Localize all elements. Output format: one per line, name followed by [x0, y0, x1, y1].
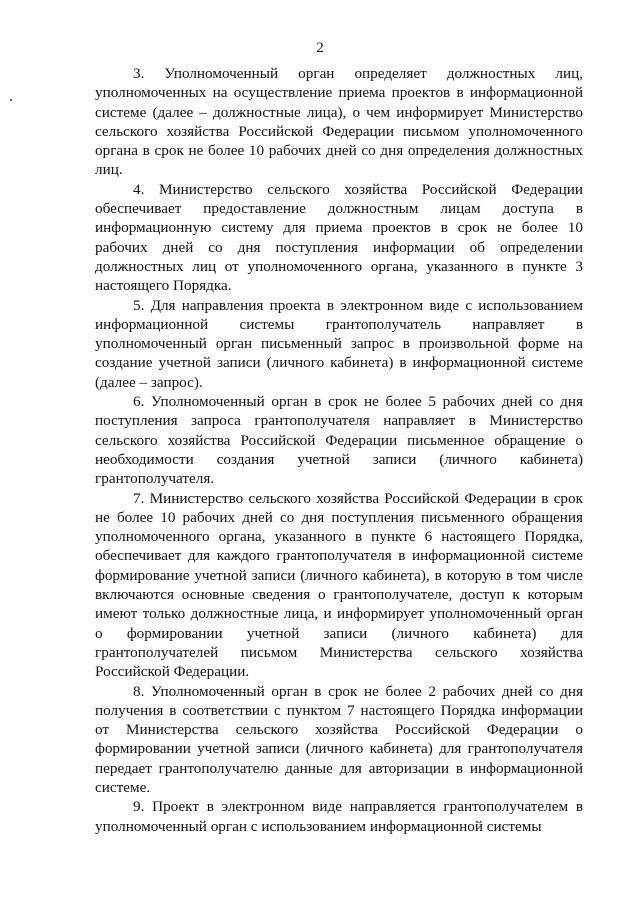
document-body [95, 64, 583, 836]
paragraph-9: 9. Проект в электронном виде направляется грантополучателем в уполномоченный орган с использованием информационной системы [95, 798, 583, 835]
paragraph-6: 6. Уполномоченный орган в срок не более 5 рабочих дней со дня поступления запроса грантополучателя направляет в Министерство сельского хозяйства Российской Федерации письменное обращение о необходимости создания учетной записи (личного кабинета) грантополучателя. [95, 393, 583, 488]
scan-speck [10, 99, 12, 101]
paragraph-7: 7. Министерство сельского хозяйства Российской Федерации в срок не более 10 рабочих дней со дня поступления письменного обращения уполномоченного органа, указанного в пункте 6 настоящего Порядка, обеспечивает для каждого грантополучателя в информационной системе формирование учетной записи (личного кабинета), в которую в том числе включаются основные сведения о грантополучателе, доступ к которым имеют только должностные лица, и информирует уполномоченный орган о формировании учетной записи (личного кабинета) для грантополучателей письмом Министерства сельского хозяйства Российской Федерации. [95, 489, 583, 681]
page-number: 2 [316, 40, 324, 56]
paragraph-8: 8. Уполномоченный орган в срок не более 2 рабочих дней со дня получения в соответствии с пунктом 7 настоящего Порядка информации от Министерства сельского хозяйства Российской Федерации о формировании учетной записи (личного кабинета) для грантополучателя передает грантополучателю данные для авторизации в информационной системе. [95, 682, 583, 796]
paragraph-4: 4. Министерство сельского хозяйства Российской Федерации обеспечивает предоставление должностным лицам доступа в информационную систему для приема проектов в срок не более 10 рабочих дней со дня поступления информации об определении должностных лиц от уполномоченного органа, указанного в пункте 3 настоящего Порядка. [95, 180, 583, 295]
paragraph-5: 5. Для направления проекта в электронном виде с использованием информационной системы грантополучатель направляет в уполномоченный орган письменный запрос в произвольной форме на создание учетной записи (личного кабинета) в информационной системе (далее – запрос). [95, 296, 583, 391]
paragraph-3: 3. Уполномоченный орган определяет должностных лиц, уполномоченных на осуществление приема проектов в информационной системе (далее – должностные лица), о чем информирует Министерство сельского хозяйства Российской Федерации письмом уполномоченного органа в срок не более 10 рабочих дней со дня определения должностных лиц. [95, 65, 583, 179]
